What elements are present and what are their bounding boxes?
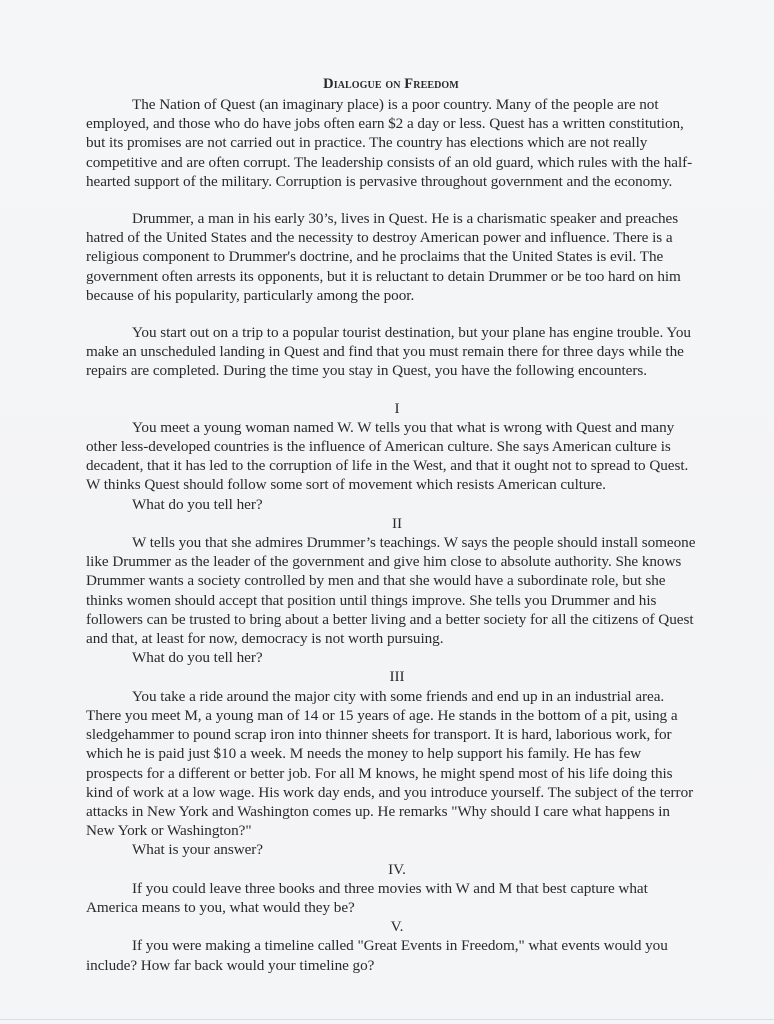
intro-paragraph-trip: You start out on a trip to a popular tourist destination, but your plane has engine trouble. You make an unscheduled landing in Quest and find that you must remain there for three days while the repairs are completed. During the time you stay in Quest, you have the following encounters. [86, 324, 691, 380]
section-text: If you could leave three books and three movies with W and M that best capture what America means to you, what would they be? [86, 879, 648, 916]
section-5 [86, 917, 696, 975]
section-numeral: IV. [388, 860, 406, 878]
section-question: What is your answer? [132, 841, 264, 859]
section-question: What do you tell her? [132, 649, 263, 667]
section-numeral: II [391, 514, 402, 532]
section-4 [86, 860, 696, 918]
section-text: You meet a young woman named W. W tells you that what is wrong with Quest and many other less-developed countries is the influence of American culture. She says American culture is decadent, that it has led to the corruption of life in the West, and that it ought not to spread to Quest. W thinks Quest should follow some sort of movement which resists American culture. [86, 418, 689, 494]
intro-paragraph-drummer: Drummer, a man in his early 30’s, lives in Quest. He is a charismatic speaker and preaches hatred of the United States and the necessity to destroy American power and influence. There is a religious component to Drummer's doctrine, and he proclaims that the United States is evil. The government often arrests its opponents, but it is reluctant to detain Drummer or be too hard on him because of his popularity, particularly among the poor. [86, 210, 681, 304]
section-text: You take a ride around the major city with some friends and end up in an industrial area. There you meet M, a young man of 14 or 15 years of age. He stands in the bottom of a pit, using a sledgehammer to pound scrap iron into thinner sheets for transport. It is hard, laborious work, for which he is paid just $10 a week. M needs the money to help support his family. He has few prospects for a different or better job. For all M knows, he might spend most of his life doing this kind of work at a low wage. His work day ends, and you introduce yourself. The subject of the terror attacks in New York and Washington comes up. He remarks "Why should I care what happens in New York or Washington?" [86, 687, 694, 840]
section-numeral: III [389, 668, 405, 686]
document-title: Dialogue on Freedom [323, 76, 459, 92]
document-body [86, 76, 696, 975]
section-3 [86, 667, 696, 859]
paragraph-gap [86, 305, 696, 323]
section-text: W tells you that she admires Drummer’s teachings. W says the people should install someone like Drummer as the leader of the government and give him close to absolute authority. She knows Drummer wants a society controlled by men and that she would have a subordinate role, but she thinks women should accept that position until things improve. She tells you Drummer and his followers can be trusted to bring about a better living and a better society for all the citizens of Quest and that, at least for now, democracy is not worth pursuing. [86, 534, 696, 648]
page-bottom-edge [0, 1019, 774, 1020]
section-2 [86, 514, 696, 668]
section-text: If you were making a timeline called "Great Events in Freedom," what events would you include? How far back would your timeline go? [86, 937, 668, 974]
paragraph-gap [86, 191, 696, 209]
paragraph-gap [86, 381, 696, 399]
section-numeral: I [394, 399, 400, 417]
section-1 [86, 399, 696, 514]
intro-paragraph-nation: The Nation of Quest (an imaginary place) is a poor country. Many of the people are not employed, and those who do have jobs often earn $2 a day or less. Quest has a written constitution, but its promises are not carried out in practice. The country has elections which are not really competitive and are often corrupt. The leadership consists of an old guard, which rules with the half-hearted support of the military. Corruption is pervasive throughout government and the economy. [86, 96, 693, 190]
section-question: What do you tell her? [132, 495, 263, 513]
section-numeral: V. [390, 918, 404, 936]
